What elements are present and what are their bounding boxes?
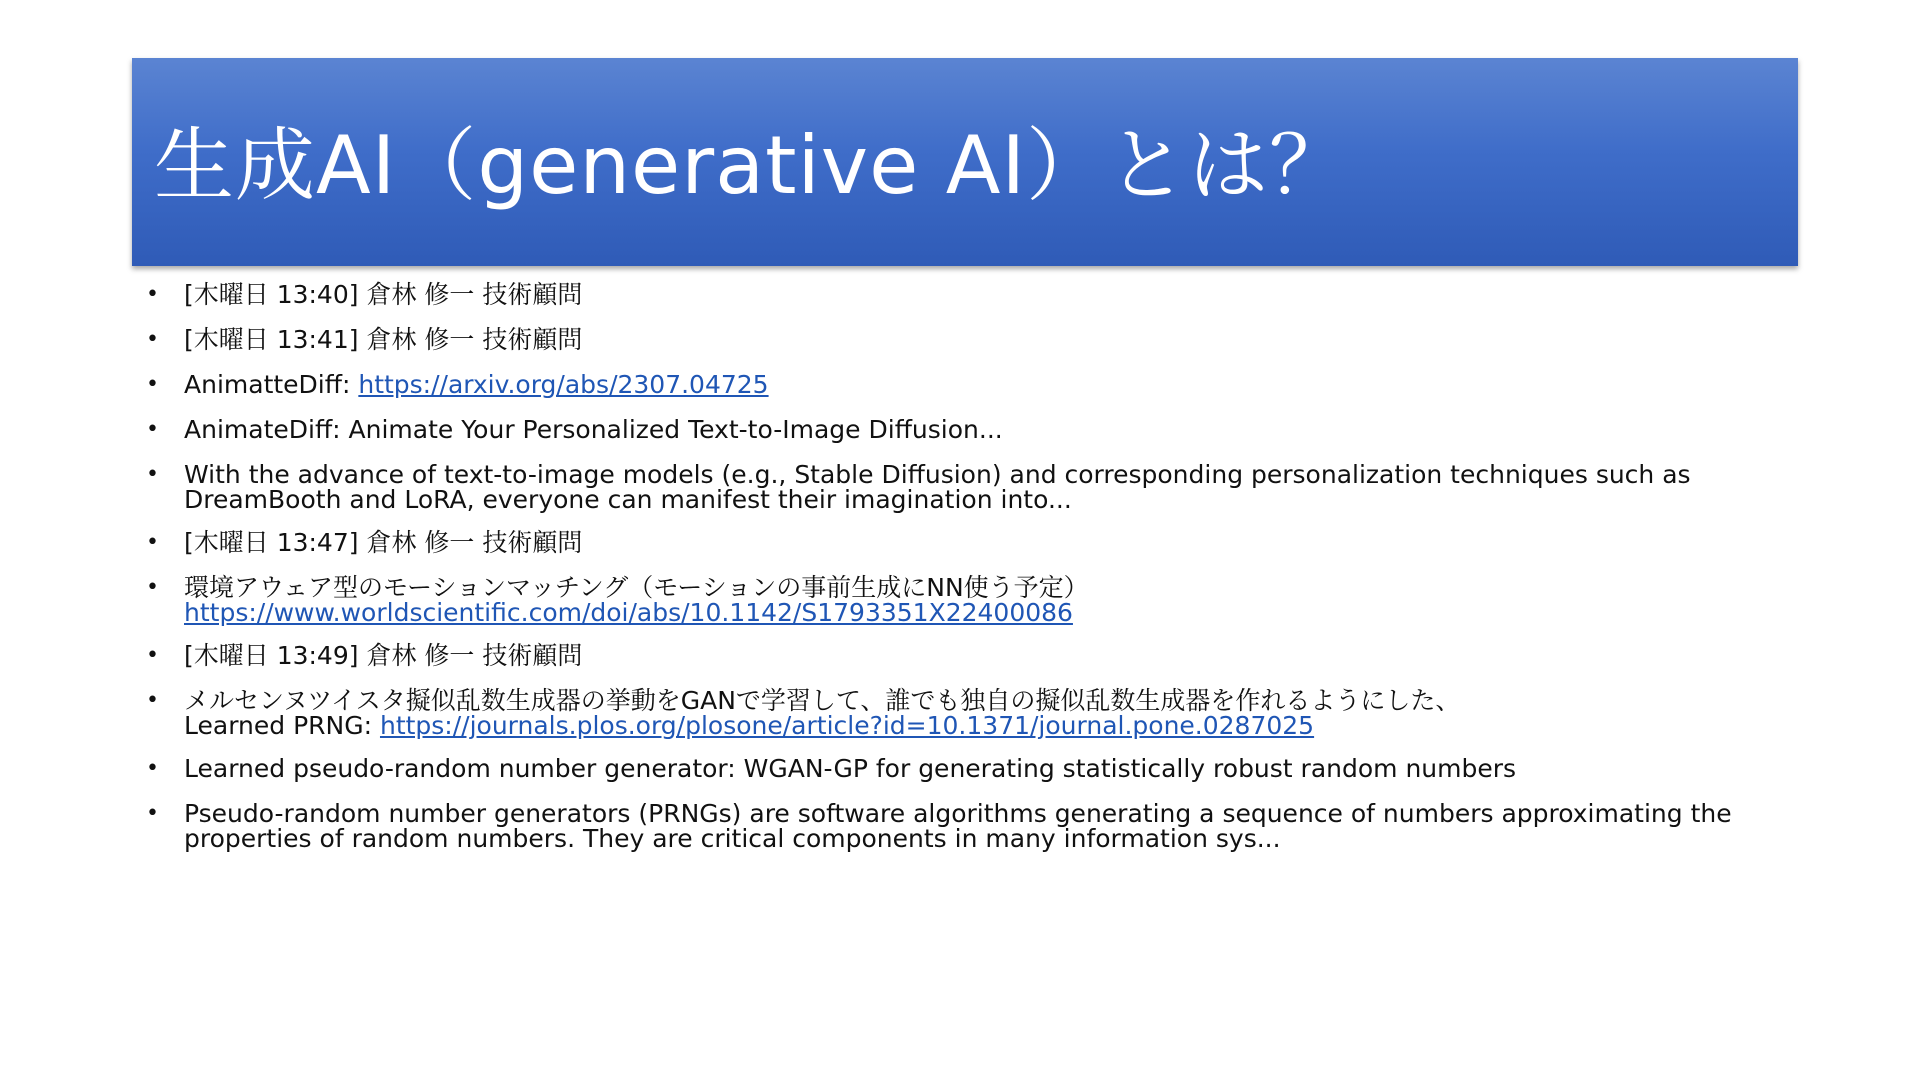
title-banner <box>132 58 1798 266</box>
bullet-text-line1: With the advance of text-to-image models (e.g., Stable Diffusion) and corresponding personalization techniques such as <box>184 460 1691 489</box>
bullet-item <box>146 282 1766 307</box>
bullet-dot-icon: • <box>146 756 159 781</box>
bullet-prefix: AnimatteDiff: <box>184 370 359 399</box>
bullet-dot-icon: • <box>146 282 159 307</box>
bullet-dot-icon: • <box>146 462 159 487</box>
slide-title: 生成AI（generative AI）とは？ <box>154 118 1351 212</box>
bullet-text-line1: Pseudo-random number generators (PRNGs) are software algorithms generating a sequence of numbers approximating the <box>184 799 1732 828</box>
bullet-text: AnimateDiff: Animate Your Personalized Text-to-Image Diffusion... <box>184 415 1003 444</box>
bullet-text: [木曜日 13:41] 倉林 修一 技術顧問 <box>184 325 583 354</box>
bullet-text <box>184 372 1766 397</box>
bullet-dot-icon: • <box>146 417 159 442</box>
bullet-text-line2 <box>184 713 1766 738</box>
bullet-text: Learned pseudo-random number generator: WGAN-GP for generating statistically robust random numbers <box>184 754 1517 783</box>
plos-link[interactable]: https://journals.plos.org/plosone/article?id=10.1371/journal.pone.0287025 <box>379 711 1315 740</box>
bullet-text: [木曜日 13:40] 倉林 修一 技術顧問 <box>184 280 583 309</box>
bullet-text: [木曜日 13:47] 倉林 修一 技術顧問 <box>184 528 583 557</box>
bullet-dot-icon: • <box>146 643 159 668</box>
bullet-text-line1: 環境アウェア型のモーションマッチング（モーションの事前生成にNN使う予定） <box>184 573 1089 602</box>
bullet-text-line2: properties of random numbers. They are critical components in many information sys... <box>184 824 1281 853</box>
bullet-item <box>146 327 1766 352</box>
bullet-item <box>146 801 1766 851</box>
bullet-dot-icon: • <box>146 372 159 397</box>
bullet-dot-icon: • <box>146 801 159 826</box>
bullet-item <box>146 575 1766 625</box>
bullet-dot-icon: • <box>146 530 159 555</box>
bullet-dot-icon: • <box>146 327 159 352</box>
bullet-text-line1: メルセンヌツイスタ擬似乱数生成器の挙動をGANで学習して、誰でも独自の擬似乱数生成器を作れるようにした、 <box>184 686 1461 715</box>
bullet-prefix: Learned PRNG: <box>184 711 380 740</box>
bullet-list <box>146 282 1766 869</box>
bullet-text: [木曜日 13:49] 倉林 修一 技術顧問 <box>184 641 583 670</box>
bullet-item <box>146 756 1766 781</box>
bullet-item <box>146 462 1766 512</box>
bullet-text-line2: DreamBooth and LoRA, everyone can manifest their imagination into... <box>184 485 1072 514</box>
bullet-item <box>146 417 1766 442</box>
bullet-item <box>146 643 1766 668</box>
arxiv-link[interactable]: https://arxiv.org/abs/2307.04725 <box>358 370 769 399</box>
worldscientific-link[interactable]: https://www.worldscientific.com/doi/abs/10.1142/S1793351X22400086 <box>184 598 1073 627</box>
bullet-item <box>146 372 1766 397</box>
bullet-item <box>146 688 1766 738</box>
bullet-dot-icon: • <box>146 575 159 600</box>
bullet-dot-icon: • <box>146 688 159 713</box>
bullet-item <box>146 530 1766 555</box>
